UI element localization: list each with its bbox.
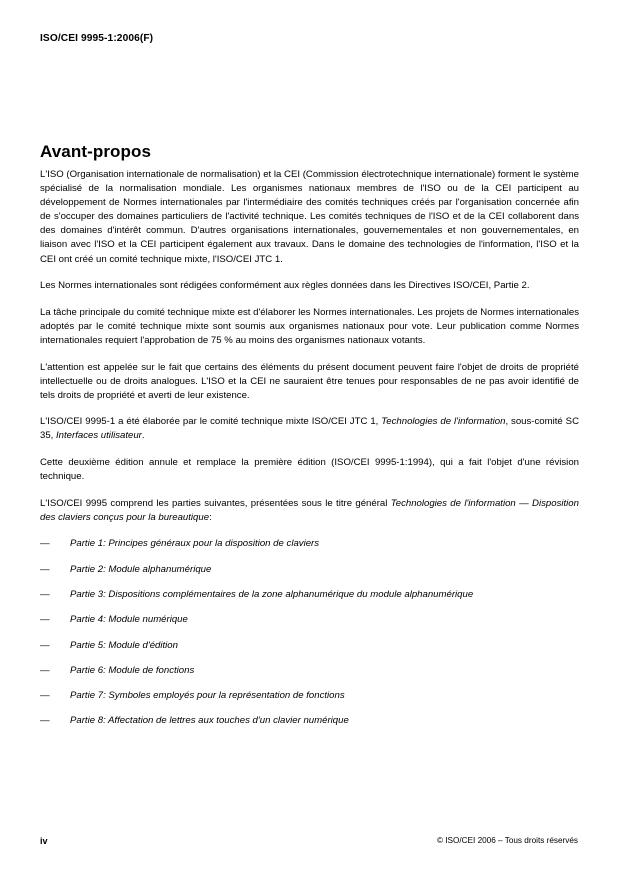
approval-percentage: 75 % <box>210 334 233 346</box>
list-item-label: Partie 7: Symboles employés pour la représentation de fonctions <box>70 690 345 702</box>
paragraph-text-part2: au moins des organismes nationaux votants. <box>232 334 426 346</box>
running-header: ISO/CEI 9995-1:2006(F) <box>40 33 154 44</box>
paragraph-foreword-scope <box>40 168 579 267</box>
em-dash-bullet-icon: — <box>40 563 50 575</box>
paragraph-approval <box>40 306 579 348</box>
paragraph-text-part2: , sous-comité SC 35, <box>40 416 580 442</box>
list-item <box>40 613 579 627</box>
list-item-label: Partie 4: Module numérique <box>70 614 188 626</box>
list-item-label: Partie 3: Dispositions complémentaires de la zone alphanumérique du module alphanumérique <box>70 588 474 600</box>
page-title: Avant-propos <box>40 142 152 162</box>
list-item-label: Partie 5: Module d'édition <box>70 639 178 651</box>
paragraph-committee <box>40 415 579 443</box>
paragraph-directives <box>40 279 579 293</box>
em-dash-bullet-icon: — <box>40 715 50 727</box>
paragraph-text-part2: : <box>209 511 212 523</box>
list-item <box>40 639 579 653</box>
committee-title-1: Technologies de l'information <box>381 416 506 428</box>
em-dash-bullet-icon: — <box>40 614 50 626</box>
list-item-label: Partie 8: Affectation de lettres aux touches d'un clavier numérique <box>70 715 349 727</box>
list-item-label: Partie 6: Module de fonctions <box>70 664 195 676</box>
body-content <box>40 168 579 740</box>
general-title: Technologies de l'information — Disposition des claviers conçus pour la bureautique <box>40 497 579 523</box>
paragraph-edition-note <box>40 456 579 484</box>
paragraph-text: Les Normes internationales sont rédigées conformément aux règles données dans les Directives ISO/CEI, Partie 2. <box>40 280 530 292</box>
paragraph-text-part1: La tâche principale du comité technique mixte est d'élaborer les Normes internationales. Les projets de Normes internationales adoptés par le comité technique mixte sont soumis aux organismes nationaux pour vote. Leur publication comme Normes internationales requiert l'approbation de <box>40 306 579 346</box>
paragraph-patent-rights <box>40 361 579 403</box>
page-number: iv <box>40 836 48 846</box>
page-footer <box>0 836 619 854</box>
list-item <box>40 714 579 728</box>
list-item <box>40 563 579 577</box>
committee-title-2: Interfaces utilisateur <box>56 430 142 442</box>
em-dash-bullet-icon: — <box>40 690 50 702</box>
list-item <box>40 537 579 551</box>
list-item <box>40 588 579 602</box>
list-item <box>40 689 579 703</box>
paragraph-text-part1: L'ISO/CEI 9995 comprend les parties suivantes, présentées sous le titre général <box>40 497 391 509</box>
copyright-notice: © ISO/CEI 2006 – Tous droits réservés <box>436 836 578 845</box>
em-dash-bullet-icon: — <box>40 588 50 600</box>
paragraph-text-part1: L'ISO/CEI 9995-1 a été élaborée par le comité technique mixte ISO/CEI JTC 1, <box>40 416 382 428</box>
paragraph-text: Cette deuxième édition annule et remplace la première édition (ISO/CEI 9995-1:1994), qui a fait l'objet d'une révision technique. <box>40 457 579 483</box>
paragraph-text: L'attention est appelée sur le fait que certains des éléments du présent document peuvent faire l'objet de droits de propriété intellectuelle ou de droits analogues. L'ISO et la CEI ne sauraient être tenues pour responsables de ne pas avoir identifié de tels droits de propriété et averti de leur existence. <box>40 361 579 401</box>
list-item <box>40 664 579 678</box>
paragraph-parts-intro <box>40 497 579 525</box>
list-item-label: Partie 2: Module alphanumérique <box>70 563 212 575</box>
em-dash-bullet-icon: — <box>40 664 50 676</box>
paragraph-text-part3: . <box>141 430 145 442</box>
parts-list <box>40 537 579 728</box>
list-item-label: Partie 1: Principes généraux pour la disposition de claviers <box>70 538 320 550</box>
em-dash-bullet-icon: — <box>40 639 50 651</box>
paragraph-text: L'ISO (Organisation internationale de normalisation) et la CEI (Commission électrotechnique internationale) forment le système spécialisé de la normalisation mondiale. Les organismes nationaux membres de l'ISO ou de la CEI participent au développement de Normes internationales par l'intermédiaire des comités techniques créés par l'organisation concernée afin de s'occuper des domaines particuliers de l'activité technique. Les comités techniques de l'ISO et de la CEI collaborent dans des domaines d'intérêt commun. D'autres organisations internationales, gouvernementales et non gouvernementales, en liaison avec l'ISO et la CEI participent également aux travaux. Dans le domaine des technologies de l'information, l'ISO et la CEI ont créé un comité technique mixte, l'ISO/CEI JTC 1. <box>40 169 579 265</box>
em-dash-bullet-icon: — <box>40 538 50 550</box>
